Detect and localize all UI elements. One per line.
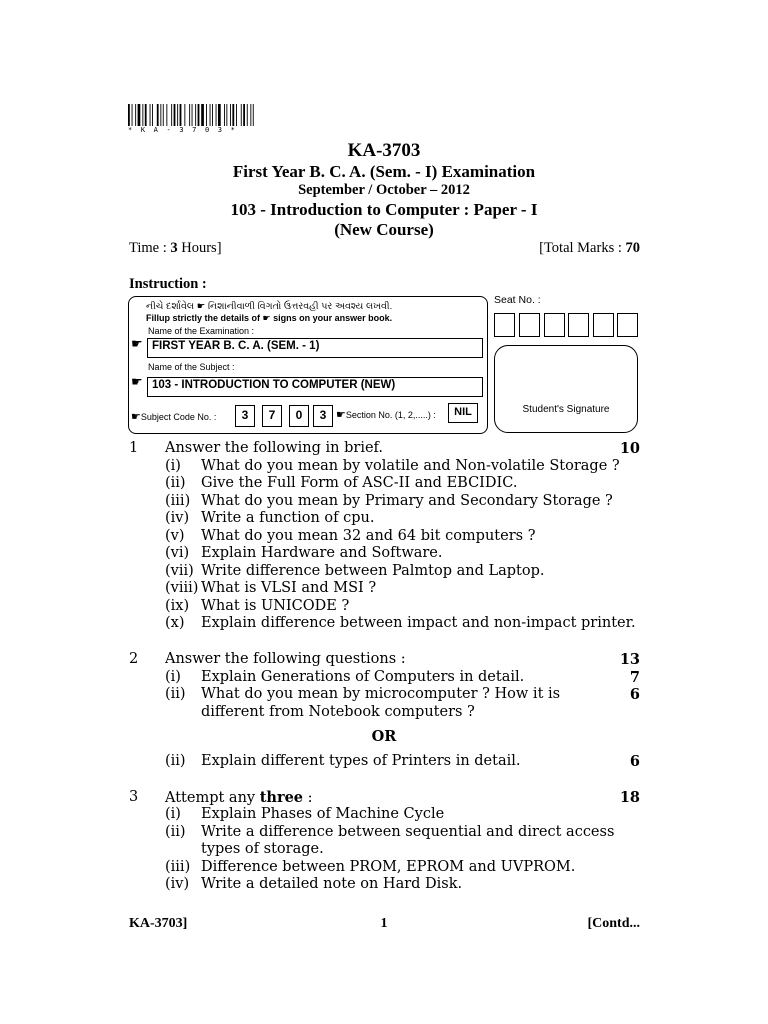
- exam-name-label: Name of the Examination :: [148, 326, 255, 336]
- seat-number-box: [593, 313, 614, 337]
- subject-code-digit: 7: [262, 405, 282, 427]
- course-label: (New Course): [334, 220, 434, 239]
- sub-question-number: (iii): [165, 859, 191, 875]
- sub-question-text: What is UNICODE ?: [201, 598, 350, 614]
- subject-code-digit: 3: [235, 405, 255, 427]
- pointing-hand-icon: ☛: [131, 336, 143, 351]
- barcode: [128, 104, 308, 126]
- sub-question-number: (vi): [165, 545, 190, 561]
- sub-question-text: Difference between PROM, EPROM and UVPROM.: [201, 859, 576, 875]
- sub-question-text: What do you mean by Primary and Secondary Storage ?: [201, 493, 613, 509]
- sub-question-text: Explain difference between impact and non-impact printer.: [201, 615, 636, 631]
- question-marks: 18: [619, 789, 640, 806]
- sub-question-number: (x): [165, 615, 185, 631]
- sub-question-text: Write a function of cpu.: [201, 510, 375, 526]
- sub-question-text: Write difference between Palmtop and Laptop.: [201, 563, 545, 579]
- sub-question-number: (ii): [165, 753, 186, 769]
- sub-question-number: (viii): [165, 580, 199, 596]
- seat-number-box: [519, 313, 540, 337]
- sub-question-number: (ii): [165, 686, 186, 702]
- total-marks-value: 70: [625, 240, 640, 256]
- footer-continued: [Contd...: [587, 916, 640, 931]
- gujarati-instruction: નીચે દર્શાવેલ ☛ નિશાનીવાળી વિગતો ઉત્તરવહી પર અવશ્ય લખવી.: [146, 301, 393, 312]
- seat-number-box: [568, 313, 589, 337]
- sub-question-text: Explain Phases of Machine Cycle: [201, 806, 445, 822]
- sub-question-number: (ii): [165, 824, 186, 840]
- paper-title: 103 - Introduction to Computer : Paper - I: [230, 200, 538, 219]
- sub-question-marks: 7: [629, 669, 640, 686]
- total-marks-label: [Total Marks :: [539, 240, 626, 256]
- question-text-pre: Attempt any: [165, 790, 260, 806]
- sub-question-number: (i): [165, 458, 181, 474]
- sub-question-text: What is VLSI and MSI ?: [201, 580, 377, 596]
- sub-question-number: (iv): [165, 876, 190, 892]
- sub-question-text-continued: types of storage.: [201, 841, 324, 857]
- question-number: 1: [129, 440, 139, 456]
- sub-question-text: Explain Generations of Computers in detail.: [201, 669, 525, 685]
- sub-question-text: Write a detailed note on Hard Disk.: [201, 876, 463, 892]
- section-label: [336, 408, 436, 421]
- sub-question-number: (vii): [165, 563, 194, 579]
- time-line: [129, 240, 222, 257]
- sub-question-number: (ii): [165, 475, 186, 491]
- instruction-label: Instruction :: [129, 276, 207, 292]
- question-number: 3: [129, 789, 139, 805]
- seat-number-label: Seat No. :: [494, 294, 541, 306]
- time-value: 3: [170, 240, 178, 256]
- sub-question-number: (iv): [165, 510, 190, 526]
- subject-name-field: 103 - INTRODUCTION TO COMPUTER (NEW): [147, 377, 483, 397]
- exam-name-field: FIRST YEAR B. C. A. (SEM. - 1): [147, 338, 483, 358]
- pointing-hand-icon: ☛: [131, 411, 141, 423]
- sub-question-text: What do you mean by volatile and Non-volatile Storage ?: [201, 458, 620, 474]
- section-value: NIL: [448, 403, 478, 423]
- time-unit: Hours]: [177, 240, 222, 256]
- sub-question-number: (ix): [165, 598, 190, 614]
- total-marks-line: [539, 240, 640, 257]
- signature-box: [494, 345, 638, 433]
- subject-name-label: Name of the Subject :: [148, 362, 235, 372]
- paper-code: KA-3703: [347, 140, 421, 161]
- sub-question-number: (v): [165, 528, 185, 544]
- exam-session: September / October – 2012: [298, 182, 470, 198]
- subject-code-digit: 3: [313, 405, 333, 427]
- section-label-text: Section No. (1, 2,.....) :: [345, 410, 436, 420]
- question-text-bold: three: [259, 789, 304, 806]
- time-label: Time :: [129, 240, 171, 256]
- sub-question-text: Explain Hardware and Software.: [201, 545, 443, 561]
- question-text-post: :: [303, 790, 313, 806]
- sub-question-number: (i): [165, 806, 181, 822]
- exam-title: First Year B. C. A. (Sem. - I) Examination: [232, 162, 536, 181]
- footer-code: KA-3703]: [129, 916, 188, 931]
- question-marks: 13: [619, 651, 640, 668]
- sub-question-text-continued: different from Notebook computers ?: [201, 704, 475, 720]
- fillup-instruction: Fillup strictly the details of ☛ signs on your answer book.: [146, 313, 393, 323]
- sub-question-marks: 6: [629, 686, 640, 703]
- seat-number-box: [494, 313, 515, 337]
- seat-number-box: [617, 313, 638, 337]
- barcode-text: * K A - 3 7 0 3 *: [128, 126, 238, 134]
- sub-question-text: Write a difference between sequential and direct access: [201, 824, 615, 840]
- signature-label: Student's Signature: [522, 404, 610, 415]
- subject-code-label-text: Subject Code No. :: [140, 412, 217, 422]
- or-separator: OR: [371, 728, 397, 745]
- question-text: Answer the following questions :: [165, 651, 406, 667]
- sub-question-text: What do you mean by microcomputer ? How it is: [201, 686, 561, 702]
- sub-question-text: Explain different types of Printers in detail.: [201, 753, 521, 769]
- pointing-hand-icon: ☛: [131, 374, 143, 389]
- sub-question-marks: 6: [629, 753, 640, 770]
- seat-number-box: [544, 313, 565, 337]
- sub-question-text: What do you mean 32 and 64 bit computers ?: [201, 528, 536, 544]
- sub-question-number: (iii): [165, 493, 191, 509]
- subject-code-label: [131, 410, 216, 423]
- sub-question-text: Give the Full Form of ASC-II and EBCIDIC.: [201, 475, 518, 491]
- question-number: 2: [129, 651, 139, 667]
- question-text: Answer the following in brief.: [165, 440, 383, 456]
- sub-question-number: (i): [165, 669, 181, 685]
- question-text: [165, 789, 313, 808]
- pointing-hand-icon: ☛: [336, 409, 346, 421]
- page-number: 1: [380, 916, 388, 931]
- subject-code-digit: 0: [289, 405, 309, 427]
- question-marks: 10: [619, 440, 640, 457]
